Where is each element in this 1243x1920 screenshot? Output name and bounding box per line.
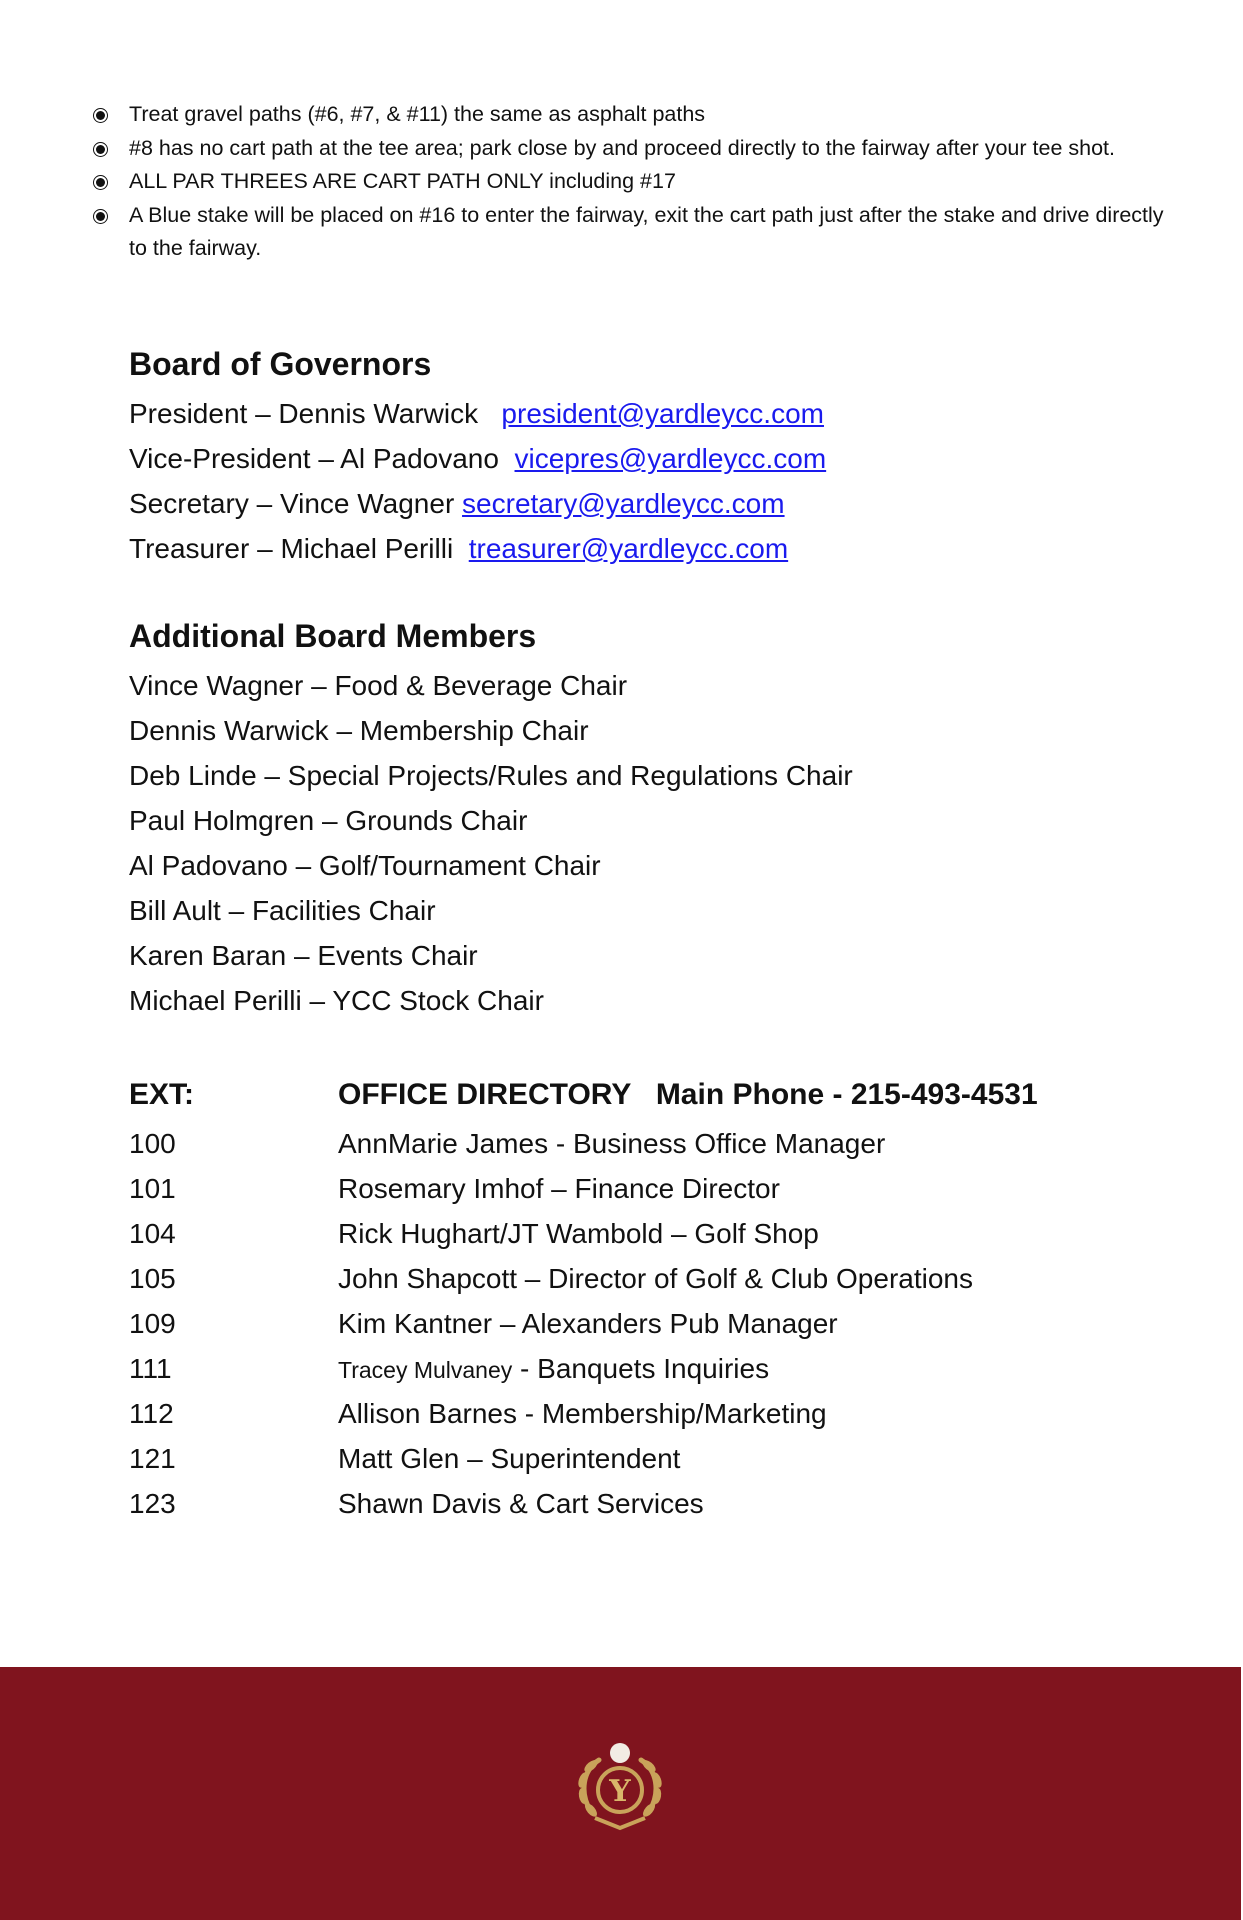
board-member-secretary: Secretary – Vince Wagner secretary@yardleycc.com [129, 488, 785, 519]
list-item: ALL PAR THREES ARE CART PATH ONLY including #17 [92, 165, 1177, 199]
cart-rules-list [92, 98, 1177, 266]
board-heading: Board of Governors [129, 346, 432, 382]
list-item: Michael Perilli – YCC Stock Chair [129, 985, 544, 1016]
treasurer-email-link[interactable]: treasurer@yardleycc.com [468, 533, 789, 564]
ext-column-header: EXT: [129, 1078, 195, 1111]
board-member-president: President – Dennis Warwick president@yardleycc.com [129, 398, 824, 429]
list-item: Deb Linde – Special Projects/Rules and Regulations Chair [129, 760, 853, 791]
directory-ext: 112 [129, 1398, 174, 1429]
directory-name: Rick Hughart/JT Wambold – Golf Shop [338, 1218, 819, 1249]
bullet-icon [96, 178, 105, 187]
list-item: Vince Wagner – Food & Beverage Chair [129, 670, 628, 701]
list-item: Karen Baran – Events Chair [129, 940, 478, 971]
list-item: A Blue stake will be placed on #16 to enter the fairway, exit the cart path just after the stake and drive directly to the fairway. [92, 199, 1177, 266]
additional-board-heading: Additional Board Members [129, 618, 537, 654]
bullet-icon [96, 212, 105, 221]
directory-name: Shawn Davis & Cart Services [338, 1488, 704, 1519]
list-item: Dennis Warwick – Membership Chair [129, 715, 589, 746]
directory-name: Rosemary Imhof – Finance Director [338, 1173, 780, 1204]
directory-name: Allison Barnes - Membership/Marketing [338, 1398, 827, 1429]
directory-name: AnnMarie James - Business Office Manager [338, 1128, 886, 1159]
directory-name: Matt Glen – Superintendent [338, 1443, 681, 1474]
list-item: Bill Ault – Facilities Chair [129, 895, 436, 926]
office-directory-title: OFFICE DIRECTORY Main Phone - 215-493-4531 [338, 1078, 1038, 1111]
directory-ext: 105 [129, 1263, 176, 1294]
board-member-treasurer: Treasurer – Michael Perilli treasurer@yardleycc.com [129, 533, 789, 564]
list-item: Al Padovano – Golf/Tournament Chair [129, 850, 601, 881]
directory-name: Tracey Mulvaney - Banquets Inquiries [338, 1353, 770, 1384]
directory-ext: 100 [129, 1128, 176, 1159]
list-item: Treat gravel paths (#6, #7, & #11) the same as asphalt paths [92, 98, 1177, 132]
directory-ext: 111 [129, 1353, 172, 1384]
list-item: Paul Holmgren – Grounds Chair [129, 805, 528, 836]
secretary-email-link[interactable]: secretary@yardleycc.com [462, 488, 785, 519]
directory-name: John Shapcott – Director of Golf & Club Operations [338, 1263, 973, 1294]
directory-ext: 123 [129, 1488, 176, 1519]
bullet-icon [96, 111, 105, 120]
club-logo-icon [555, 1730, 685, 1840]
board-member-vice-president: Vice-President – Al Padovano vicepres@yardleycc.com [129, 443, 827, 474]
bullet-icon [96, 145, 105, 154]
directory-ext: 104 [129, 1218, 176, 1249]
directory-name: Kim Kantner – Alexanders Pub Manager [338, 1308, 838, 1339]
directory-ext: 101 [129, 1173, 176, 1204]
directory-ext: 121 [129, 1443, 176, 1474]
svg-text:Y: Y [609, 1774, 631, 1809]
directory-ext: 109 [129, 1308, 176, 1339]
list-item: #8 has no cart path at the tee area; park close by and proceed directly to the fairway after your tee shot. [92, 132, 1177, 166]
president-email-link[interactable]: president@yardleycc.com [501, 398, 824, 429]
vicepres-email-link[interactable]: vicepres@yardleycc.com [514, 443, 827, 474]
